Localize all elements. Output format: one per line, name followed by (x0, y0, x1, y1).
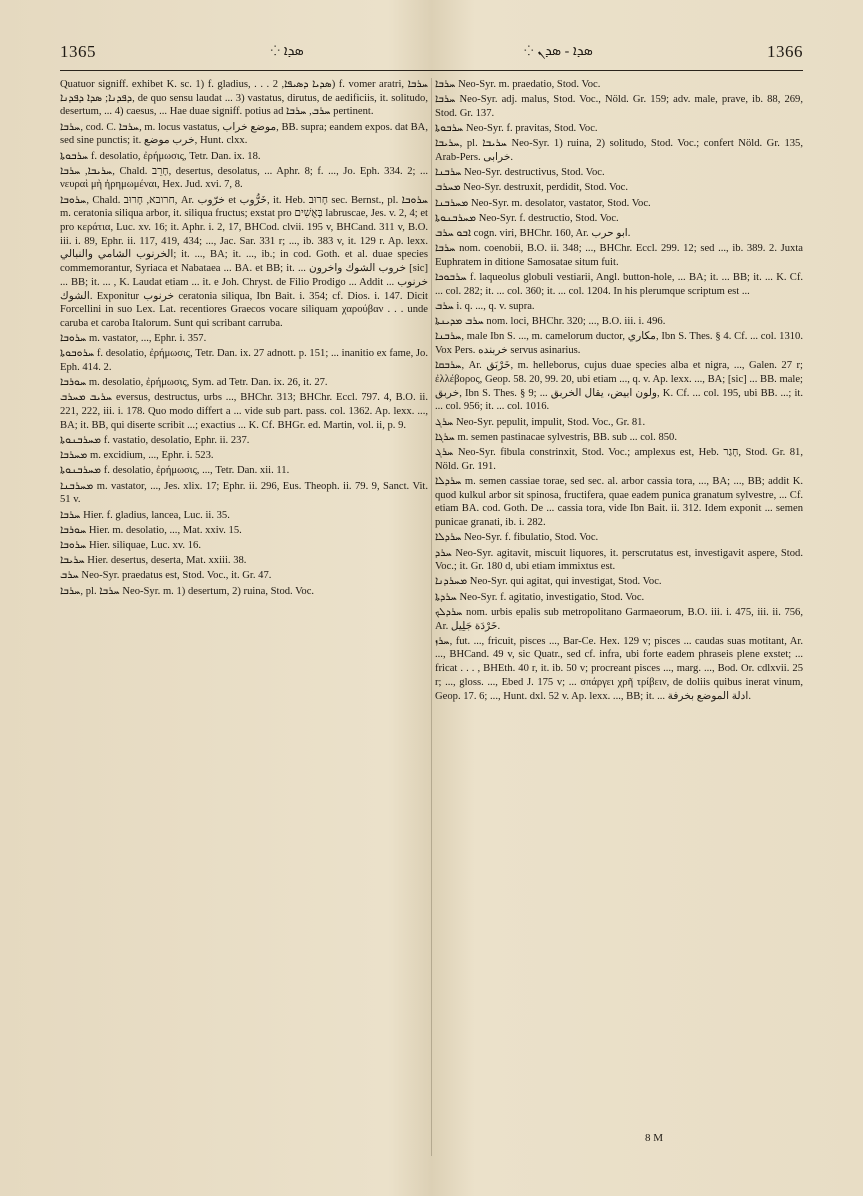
dictionary-entry: ܡܚܪܒ Neo-Syr. destruxit, perdidit, Stod. Voc. (435, 182, 628, 194)
dictionary-entry: ܚܪܒܐ, pl. ܚܪܒܐ Neo-Syr. m. 1) desertum, 2) ruina, Stod. Voc. (60, 585, 315, 597)
dictionary-entry: ܚܪܒܐ Neo-Syr. m. praedatio, Stod. Voc. (435, 79, 601, 90)
dictionary-entry: ܚܪܒܘܟܐ f. laqueolus globuli vestiarii, Angl. button-hole, ... BA; it. ... BB; it. ... K. Cf. ... col. 282; it. ... col. 360; it. ... col. 1204. In his plerumque scriptum est ... (435, 272, 803, 297)
dictionary-entry: ܚܪܓܐ m. semen pastinacae sylvestris, BB. sub ... col. 850. (435, 431, 677, 443)
dictionary-entry: ܚܪܕ Neo-Syr. agitavit, miscuit liquores, it. perscrutatus est, investigavit aspere, Stod. Voc.; it. Gr. 180 d, ubi etiam immixtus est. (435, 547, 803, 573)
dictionary-entry: ܚܪܒܐ Hier. f. gladius, lancea, Luc. ii. 35. (60, 509, 230, 521)
column-divider (431, 78, 432, 1156)
dictionary-entry: ܚܪܒܘܬܐ Neo-Syr. f. pravitas, Stod. Voc. (435, 123, 598, 135)
dictionary-entry: ܚܘܪܒܐ m. desolatio, ἐρήμωσις, Sym. ad Tetr. Dan. ix. 26, it. 27. (60, 377, 328, 389)
dictionary-entry: ܡܚܪܒܢܘܬܐ Neo-Syr. f. destructio, Stod. Voc. (435, 212, 619, 224)
dictionary-entry: ܚܪܙ, fut. ..., fricuit, pisces ..., Bar-Ce. Hex. 129 v; pisces ... caudas suas motitant, Ar. ..., BHCand. 49 v, sic Quatr., sed cf. infra, ubi forte eadem phraseis plene exstet; ... fricat . . . , BHEth. 40 r, it. ib. 50 v; procreant pisces ..., marg. ..., Bod. Or. cdlxvii. 25 r; ..., gloss. ..., Ebed J. 175 v; ... σπάργει χρῆ τρίβειν, de doliis quibus inerat vinum, Geop. 17. 6; ..., Hunt. dxl. 52 v. Ap. lexx. ..., BB; it. ... ادلة الموضع بخرفة. (435, 635, 803, 702)
page-header (60, 40, 803, 64)
dictionary-entry: ܚܪܓ Neo-Syr. pepulit, impulit, Stod. Voc., Gr. 81. (435, 416, 646, 428)
dictionary-entry: ܚܪܕܠܟ nom. urbis epalis sub metropolitano Garmaeorum, B.O. iii. i. 475, iii. ii. 756, Ar. خَرْدَة جَلِيل. (435, 606, 803, 632)
dictionary-entry: ܚܪܕܬܐ Neo-Syr. f. agitatio, investigatio, Stod. Voc. (435, 591, 645, 603)
dictionary-entry: ܚܪܘܒܐ Hier. siliquae, Luc. xv. 16. (60, 540, 201, 551)
dictionary-entry: ܚܪܕܠܐ Neo-Syr. f. fibulatio, Stod. Voc. (435, 532, 599, 544)
dictionary-entry: ܚܪܒܢܐ Neo-Syr. destructivus, Stod. Voc. (435, 167, 605, 179)
dictionary-entry: ܚܪܒܐ Neo-Syr. adj. malus, Stod. Voc., Nöld. Gr. 159; adv. male, prave, ib. 88, 269, Stod. Gr. 137. (435, 94, 803, 119)
dictionary-entry: ܚܪܝܒܐ, ܚܪܒܐ, Chald. חָרֵב, desertus, desolatus, ... Aphr. 8; f. ..., Jo. Eph. 334. 2; ... νευραὶ μὴ ἠρημωμέναι, Hex. Jud. xvi. 7, 8. (60, 165, 428, 191)
right-running-head: ܣܕܐ - ܣܕܢ ⁘ (523, 44, 593, 59)
signature-mark: 8 M (644, 1132, 664, 1144)
dictionary-entry: ܚܪܝܒ ܡܚܪܒ eversus, destructus, urbs ..., BHChr. 313; BHChr. Eccl. 797. 4, B.O. ii. 221, 222, iii. i. 178. Quo modo differt a ... vide sub part. pass. col. 1362. Ap. lexx. ..., BA; it. BB, qui diserte scribit ...; exactius ... K. Cf. BHGr. ed. Martin, vol. ii, p. 9. (60, 392, 428, 431)
right-page-number: 1366 (767, 42, 803, 61)
dictionary-entry: ܚܪܒܩܐ, Ar. خَرْبَق, m. helleborus, cujus duae species alba et nigra, ..., Galen. 27 r; ἐλλέβορος, Geop. 58. 20, 99. 20, ubi etiam ..., q. v. Ap. lexx. ..., BA; [sic] ... BB. male; خربق, Ibn S. Thes. § 9; ... ولون ابيض، يقال الخربق, K. Cf. ... col. 195, ubi BB. ...; it. ... col. 956; it. ... col. 1016. (435, 360, 803, 413)
dictionary-entry: ܚܪܒ i. q. ..., q. v. supra. (435, 301, 535, 313)
dictionary-entry: ܡܚܪܒܢܘܬܐ f. vastatio, desolatio, Ephr. ii. 237. (60, 435, 250, 447)
dictionary-entry: ܡܚܪܒܢܐ Neo-Syr. m. desolator, vastator, Stod. Voc. (435, 197, 651, 209)
dictionary-entry: Quatuor signiff. exhibet K. sc. 1) f. gladius, . . . ܣܕܝܐ ܕܣܝܦܐ, 2) f. vomer aratri, ܚܪܒܐ ܕܦܕܢܐ; ܣܕܐ ܕܦܕܢܐ, de quo sensu laudat ... 3) vastatus, dirutus, de aedificiis, it. solitudo, desertum, ... 4) caesus, ... Hae duae signiff. potius ad ܚܪܒ, ܚܪܒܐ pertinent. (60, 79, 428, 118)
dictionary-entry: ܚܪܘܒܐ m. vastator, ..., Ephr. i. 357. (60, 333, 207, 345)
running-heads (270, 44, 593, 60)
dictionary-entry: ܡܚܪܕܢܐ Neo-Syr. qui agitat, qui investigat, Stod. Voc. (435, 576, 662, 588)
left-column (60, 78, 428, 1156)
header-rule (60, 70, 803, 71)
dictionary-entry: ܚܪܒ ܡܕܝܢܬܐ nom. loci, BHChr. 320; ..., B.O. iii. i. 496. (435, 316, 666, 328)
dictionary-entry: ܚܪܒܐ, cod. C. ܚܪܒܐ, m. locus vastatus, موضع خراب, BB. supra; eandem expos. dat BA, sed sine punctis; it. خرب موضع, Hunt. clxx. (60, 121, 428, 147)
dictionary-entry: ܚܪܓ Neo-Syr. fibula constrinxit, Stod. Voc.; amplexus est, Heb. חָגַר, Stod. Gr. 81, Nöld. Gr. 191. (435, 447, 803, 472)
dictionary-entry: ܚܪܒܐ nom. coenobii, B.O. ii. 348; ..., BHChr. Eccl. 299. 12; sed ..., ib. 389. 2. Juxta Euphratem in ditione Samosatae situm fuit. (435, 243, 803, 268)
dictionary-entry: ܚܪܘܒܐ, Chald. חרובא, חָרוּב, Ar. خرّوب et خَرُّوب, it. Heb. חָרוּב sec. Bernst., pl. ܚܪܘܒܐ m. ceratonia siliqua arbor, it. siliqua fructus; exstat pro בְּאֻשִׁים labruscae, Jes. v. 2, 4; et pro κεράτια, Luc. xv. 16; it. Aphr. i. 2, 17, BHCod. clvii. 195 v, BHCand. 311 v, B.O. iii. i. 89, Ephr. ii. 117, 419, 434; ..., Jac. Sar. 331 r; ..., ib. 383 v, it. 129 r. Ap. lexx. الخرنوب الشامي والنبالي; it. ..., BA; it. ..., ib.; in cod. Goth. et al. duae species commemorantur, Syriaca et Nabataea ... BA. et BB; it. ... خروب الشوك واخرون [sic] ... BB; it. ... , K. Laudat etiam ... it. e Joh. Chryst. de Filio Prodigo ... Addit ... خرنوب الشوك. Exponitur خرنوب ceratonia siliqua, Ibn Bait. i. 354; cf. Dios. i. 147. Dicit Forcellini in suo Lex. Lat. recentiores Graecos vocare siliquam χαρούβαν . . . unde caruba et caroba Italorum. Sunt qui scribant carruba. (60, 194, 428, 329)
left-running-head: ܣܕܐ ⁘ (270, 44, 304, 59)
dictionary-entry: ܡܚܪܒܐ m. excidium, ..., Ephr. i. 523. (60, 450, 214, 462)
dictionary-entry: ܚܪܕܠܐ m. semen cassiae torae, sed sec. al. arbor cassia tora, ..., BA; ..., BB; addit K. quod kulkul arbor sit spinosa, fructifera, quae eadem punica granatum sylvestre, ... Cf. etiam BA. cod. Goth. De ... cassia tora, vide Ibn Bait. ii. 312. Idem exponit ... semen punicae granati, ib. i. 282. (435, 475, 803, 529)
left-page-number: 1365 (60, 42, 96, 61)
dictionary-entry: ܡܚܪܒܢܘܬܐ f. desolatio, ἐρήμωσις, ..., Tetr. Dan. xii. 11. (60, 465, 290, 477)
dictionary-entry: ܚܪܝܒܐ, pl. ܚܪܝܒܐ Neo-Syr. 1) ruina, 2) solitudo, Stod. Voc.; confert Nöld. Gr. 135, Arab-Pers. خرابی. (435, 138, 803, 164)
dictionary-entry: ܚܪܒܘܬܐ f. desolatio, ἐρήμωσις, Tetr. Dan. ix. 18. (60, 150, 261, 162)
dictionary-entry: ܐܒܘ ܚܪܒ cogn. viri, BHChr. 160, Ar. ابو حرب. (435, 228, 631, 240)
right-column (435, 78, 803, 1156)
dictionary-entry: ܚܘܪܒܐ Hier. m. desolatio, ..., Mat. xxiv. 15. (60, 524, 242, 536)
dictionary-entry: ܚܪܝܒܐ Hier. desertus, deserta, Mat. xxiii. 38. (60, 555, 247, 567)
dictionary-entry: ܚܪܒܢܐ, male Ibn S. ..., m. camelorum ductor, مكاري, Ibn S. Thes. § 4. Cf. ... col. 1310. Vox Pers. خربنده servus asinarius. (435, 331, 803, 357)
dictionary-entry: ܚܪܒ Neo-Syr. praedatus est, Stod. Voc., it. Gr. 47. (60, 570, 272, 582)
dictionary-entry: ܚܪܘܒܘܬܐ f. desolatio, ἐρήμωσις, Tetr. Dan. ix. 27 adnott. p. 151; ... inanitio ex fame, Jo. Eph. 414. 2. (60, 348, 428, 374)
dictionary-entry: ܡܚܪܒܢܐ m. vastator, ..., Jes. xlix. 17; Ephr. ii. 296, Eus. Theoph. ii. 79. 9, Sanct. Vit. 51 v. (60, 480, 428, 506)
